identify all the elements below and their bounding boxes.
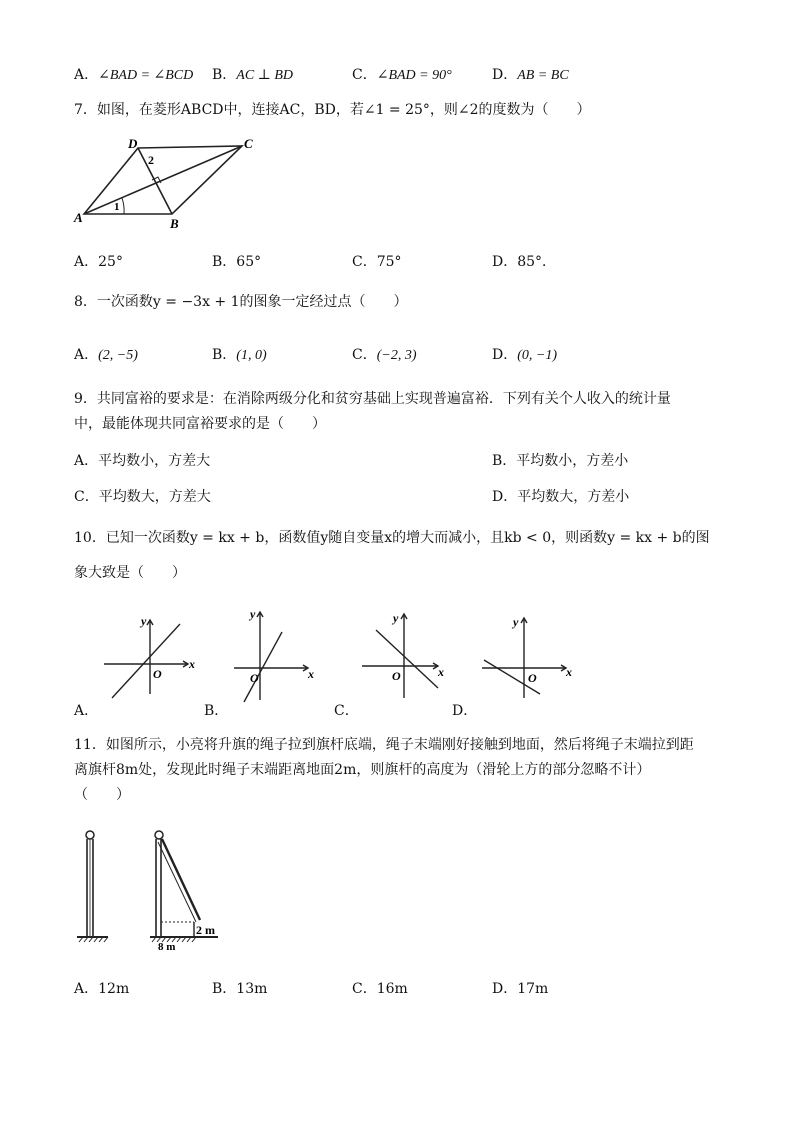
q10-option-c[interactable]: C． — [334, 703, 359, 719]
q10-graph-c[interactable] — [360, 608, 450, 688]
q9-option-a[interactable]: A．平均数小，方差大 — [74, 453, 211, 469]
q9-option-d[interactable]: D．平均数大，方差小 — [492, 489, 630, 505]
q6-option-b[interactable]: B．AC ⊥ BD — [212, 67, 294, 83]
rope — [162, 839, 200, 920]
svg-text:O: O — [392, 669, 401, 683]
q11-stem-line3: （ ） — [74, 787, 130, 803]
vertex-label-c: C — [244, 136, 253, 151]
diagonal-ac — [84, 146, 242, 214]
q7-rhombus-figure — [72, 136, 252, 231]
q11-flagpole-figure-2 — [148, 828, 238, 958]
svg-text:O: O — [528, 671, 537, 685]
q10-graph-a[interactable] — [100, 616, 200, 696]
graph-a-line — [112, 624, 180, 698]
q9-stem-line1: 9．共同富裕的要求是：在消除两级分化和贫穷基础上实现普遍富裕．下列有关个人收入的统计量 — [74, 391, 671, 407]
svg-text:O: O — [153, 667, 162, 681]
q11-stem-line1: 11．如图所示，小亮将升旗的绳子拉到旗杆底端，绳子末端刚好接触到地面，然后将绳子末端拉到距 — [74, 737, 694, 753]
q11-option-c[interactable]: C．16m — [352, 981, 408, 997]
svg-text:x: x — [566, 665, 572, 679]
q8-stem: 8．一次函数y = −3x + 1的图象一定经过点（ ） — [74, 294, 408, 310]
q8-option-b[interactable]: B．(1, 0) — [212, 347, 267, 363]
q6-option-c[interactable]: C．∠BAD = 90° — [352, 67, 452, 83]
diagonal-bd — [138, 148, 172, 214]
q10-graph-d[interactable] — [478, 614, 578, 694]
vertex-label-a: A — [74, 210, 83, 225]
q11-option-b[interactable]: B．13m — [212, 981, 268, 997]
q7-option-d[interactable]: D．85°． — [492, 254, 557, 270]
q9-option-b[interactable]: B．平均数小，方差小 — [492, 453, 629, 469]
q10-stem-line1: 10．已知一次函数y = kx + b，函数值y随自变量x的增大而减小，且kb < 0，则函数y = kx + b的图 — [74, 530, 710, 546]
q7-stem: 7．如图，在菱形ABCD中，连接AC，BD，若∠1 = 25°，则∠2的度数为（ ） — [74, 102, 591, 118]
q11-option-a[interactable]: A．12m — [74, 981, 130, 997]
svg-text:x: x — [438, 665, 444, 679]
svg-text:y: y — [393, 611, 399, 625]
q8-option-c[interactable]: C．(−2, 3) — [352, 347, 417, 363]
label-2m: 2 m — [196, 923, 215, 937]
q10-stem-line2: 象大致是（ ） — [74, 565, 186, 581]
q7-option-a[interactable]: A．25° — [74, 254, 123, 270]
q11-option-d[interactable]: D．17m — [492, 981, 549, 997]
q11-flagpole-figure-1 — [74, 828, 114, 948]
q10-option-b[interactable]: B． — [204, 703, 229, 719]
q9-option-c[interactable]: C．平均数大，方差大 — [74, 489, 211, 505]
q8-option-a[interactable]: A．(2, −5) — [74, 347, 138, 363]
q10-graph-b[interactable] — [230, 607, 320, 690]
svg-text:x: x — [308, 667, 314, 681]
graph-c-line — [376, 630, 438, 688]
q7-option-b[interactable]: B．65° — [212, 254, 262, 270]
svg-text:x: x — [189, 657, 195, 671]
vertex-label-b: B — [170, 216, 179, 231]
q9-stem-line2: 中，最能体现共同富裕要求的是（ ） — [74, 416, 326, 432]
svg-text:y: y — [250, 607, 256, 621]
q8-option-d[interactable]: D．(0, −1) — [492, 347, 558, 363]
graph-b-line — [244, 632, 282, 702]
svg-text:y: y — [141, 614, 147, 628]
svg-text:O: O — [250, 671, 259, 685]
angle-1-arc — [122, 198, 124, 214]
angle-label-2: 2 — [148, 153, 154, 167]
q10-option-a[interactable]: A． — [74, 703, 99, 719]
q6-option-a[interactable]: A．∠BAD = ∠BCD — [74, 67, 194, 83]
q10-option-d[interactable]: D． — [452, 703, 478, 719]
svg-text:y: y — [513, 615, 519, 629]
q7-option-c[interactable]: C．75° — [352, 254, 402, 270]
label-8m: 8 m — [158, 941, 176, 953]
q6-option-d[interactable]: D．AB = BC — [492, 67, 569, 83]
q11-stem-line2: 离旗杆8m处，发现此时绳子末端距离地面2m，则旗杆的高度为（滑轮上方的部分忽略不计） — [74, 762, 651, 778]
vertex-label-d: D — [128, 136, 138, 151]
angle-label-1: 1 — [114, 201, 120, 213]
